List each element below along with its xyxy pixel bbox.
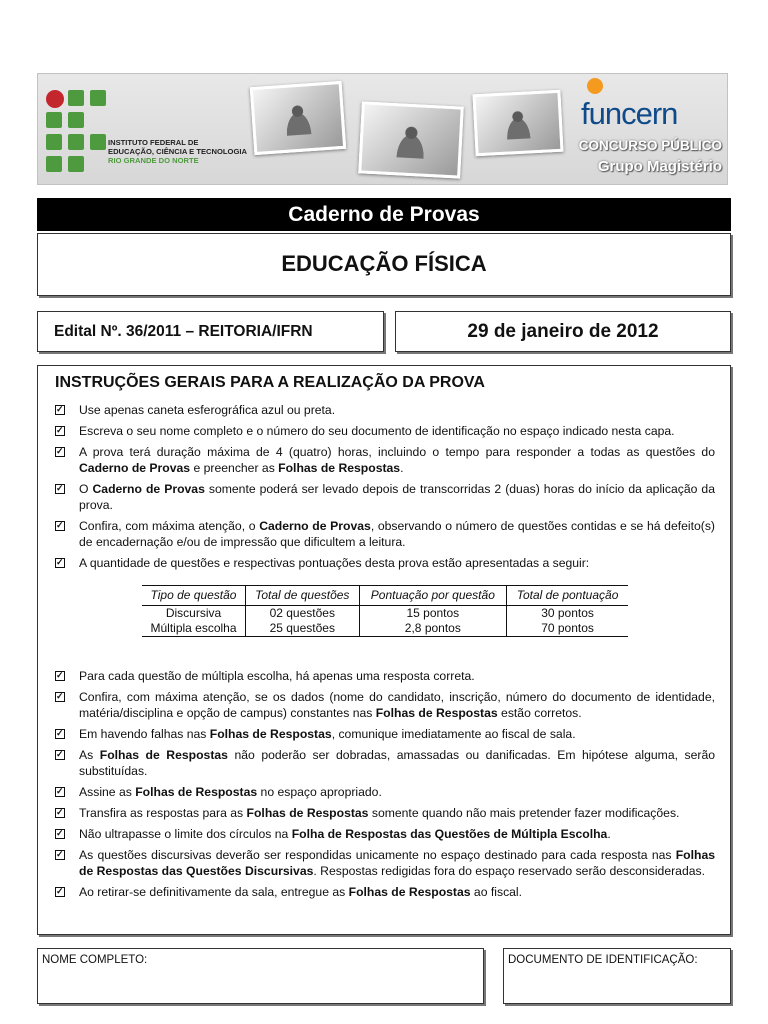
instruction-text: . (607, 827, 611, 841)
bold-term: Folhas de Respostas das Questões Discursivas (79, 848, 715, 878)
instruction-item (53, 555, 715, 571)
logo-square (68, 112, 84, 128)
logo-square (68, 134, 84, 150)
bold-term: Folhas de Respostas (246, 806, 369, 820)
checkbox-icon (55, 829, 65, 839)
instruction-text: não poderão ser dobradas, amassadas ou danificadas. Em hipótese alguma, serão substituídas. (79, 748, 715, 778)
table-cell: 15 pontos (359, 606, 507, 622)
bold-term: Folhas de Respostas (375, 706, 498, 720)
instruction-text: Transfira as respostas para as (79, 806, 247, 820)
checkbox-icon (55, 850, 65, 860)
bold-term: Folha de Respostas das Questões de Múltipla Escolha (291, 827, 608, 841)
column-header: Tipo de questão (142, 586, 246, 606)
instruction-item (53, 747, 715, 779)
instruction-text: Escreva o seu nome completo e o número do seu documento de identificação no espaço indicado nesta capa. (79, 424, 675, 438)
checkbox-icon (55, 484, 65, 494)
instruction-item (53, 784, 715, 800)
instruction-item (53, 423, 715, 439)
table-cell: Discursiva (165, 606, 222, 620)
instruction-text: O (79, 482, 93, 496)
column-header: Pontuação por questão (359, 586, 507, 606)
page-title: Caderno de Provas (37, 198, 731, 231)
instructions-panel (37, 365, 731, 935)
table-row (142, 621, 628, 637)
bold-term: Folhas de Respostas (135, 785, 258, 799)
full-name-field[interactable] (37, 948, 484, 1004)
instruction-item (53, 805, 715, 821)
instruction-text: As (79, 748, 100, 762)
institute-line: EDUCAÇÃO, CIÊNCIA E TECNOLOGIA (108, 147, 247, 156)
score-table (142, 585, 628, 637)
instruction-item (53, 481, 715, 513)
id-document-label: DOCUMENTO DE IDENTIFICAÇÃO: (508, 954, 698, 966)
checkbox-icon (55, 405, 65, 415)
funcern-logo (557, 76, 721, 136)
bold-term: Caderno de Provas (92, 482, 205, 496)
logo-square (68, 156, 84, 172)
instruction-text: ao fiscal. (470, 885, 523, 899)
checkbox-icon (55, 750, 65, 760)
subject-title: EDUCAÇÃO FÍSICA (37, 233, 731, 296)
instruction-item (53, 726, 715, 742)
checkbox-icon (55, 426, 65, 436)
instruction-item (53, 847, 715, 879)
grupo-magisterio-label: Grupo Magistério (597, 158, 722, 175)
table-cell: Múltipla escolha (142, 621, 246, 637)
instruction-text: Ao retirar-se definitivamente da sala, entregue as (79, 885, 349, 899)
instruction-text: Em havendo falhas nas (79, 727, 210, 741)
bold-term: Folhas de Respostas (278, 461, 401, 475)
funcern-wordmark: funcern (581, 96, 678, 131)
funcern-dot-icon (587, 78, 603, 94)
instruction-item (53, 402, 715, 418)
instruction-item (53, 518, 715, 550)
edital-label: Edital Nº. 36/2011 – REITORIA/IFRN (37, 311, 384, 352)
full-name-label: NOME COMPLETO: (42, 954, 148, 966)
instructions-list (53, 402, 715, 576)
instruction-text: estão corretos. (497, 706, 582, 720)
students-photo (250, 81, 347, 155)
table-cell: 02 questões (246, 606, 360, 622)
checkbox-icon (55, 447, 65, 457)
table-cell: 25 questões (246, 621, 360, 637)
checkbox-icon (55, 787, 65, 797)
concurso-publico-label: CONCURSO PÚBLICO (578, 138, 722, 153)
instruction-item (53, 689, 715, 721)
logo-square (68, 90, 84, 106)
instruction-text: . Respostas redigidas fora do espaço reservado serão desconsideradas. (313, 864, 705, 878)
institute-line: RIO GRANDE DO NORTE (108, 156, 199, 165)
instruction-item (53, 668, 715, 684)
instruction-item (53, 444, 715, 476)
column-header: Total de pontuação (507, 586, 628, 606)
instruction-text: . (400, 461, 404, 475)
instruction-text: Use apenas caneta esferográfica azul ou preta. (79, 403, 336, 417)
bold-term: Folhas de Respostas (209, 727, 332, 741)
table-cell: 70 pontos (507, 621, 628, 637)
instruction-item (53, 826, 715, 842)
logo-square (90, 90, 106, 106)
institute-line: INSTITUTO FEDERAL DE (108, 138, 199, 147)
instruction-text: somente poderá ser levado depois de transcorridas 2 (duas) horas do início da aplicação da prova. (79, 482, 715, 512)
instruction-text: Não ultrapasse o limite dos círculos na (79, 827, 292, 841)
bold-term: Folhas de Respostas (348, 885, 471, 899)
table-header-row (142, 586, 628, 606)
instruction-text: Confira, com máxima atenção, se os dados (nome do candidato, inscrição, número do documento de identidade, matéria/disciplina e opção de campus) constantes nas (79, 690, 715, 720)
instruction-text: , comunique imediatamente ao fiscal de sala. (331, 727, 576, 741)
checkbox-icon (55, 671, 65, 681)
checkbox-icon (55, 887, 65, 897)
instruction-text: Confira, com máxima atenção, o (79, 519, 260, 533)
logo-square (90, 134, 106, 150)
checkbox-icon (55, 808, 65, 818)
bold-term: Caderno de Provas (79, 461, 191, 475)
checkbox-icon (55, 558, 65, 568)
instructions-heading: INSTRUÇÕES GERAIS PARA A REALIZAÇÃO DA PROVA (55, 374, 485, 391)
bold-term: Folhas de Respostas (99, 748, 228, 762)
ifrn-logo (46, 90, 106, 174)
instruction-text: A prova terá duração máxima de 4 (quatro) horas, incluindo o tempo para responder a todas as questões do (79, 445, 715, 459)
id-document-field[interactable] (503, 948, 731, 1004)
institute-name (108, 138, 247, 165)
logo-red-circle (46, 90, 64, 108)
instruction-text: Assine as (79, 785, 136, 799)
instruction-text: , observando o número de questões contidas e se há defeito(s) de encadernação e/ou de impressão que dificultem a leitura. (79, 519, 715, 549)
checkbox-icon (55, 729, 65, 739)
logo-square (46, 112, 62, 128)
logo-square (46, 134, 62, 150)
checkbox-icon (55, 521, 65, 531)
checkbox-icon (55, 692, 65, 702)
table-cell: 30 pontos (507, 606, 628, 622)
instruction-item (53, 884, 715, 900)
instructions-list (53, 668, 715, 905)
instruction-text: Para cada questão de múltipla escolha, há apenas uma resposta correta. (79, 669, 475, 683)
header-banner (37, 73, 728, 185)
table-row (142, 606, 628, 622)
students-photo (472, 90, 563, 157)
instruction-text: A quantidade de questões e respectivas pontuações desta prova estão apresentadas a seguir: (79, 556, 590, 570)
instruction-text: As questões discursivas deverão ser respondidas unicamente no espaço destinado para cada resposta nas (79, 848, 676, 862)
column-header: Total de questões (246, 586, 360, 606)
students-photo (358, 101, 464, 178)
instruction-text: no espaço apropriado. (257, 785, 382, 799)
logo-square (46, 156, 62, 172)
table-cell: 2,8 pontos (359, 621, 507, 637)
instruction-text: somente quando não mais pretender fazer modificações. (368, 806, 680, 820)
exam-date: 29 de janeiro de 2012 (395, 311, 731, 352)
bold-term: Caderno de Provas (259, 519, 371, 533)
instruction-text: e preencher as (190, 461, 279, 475)
